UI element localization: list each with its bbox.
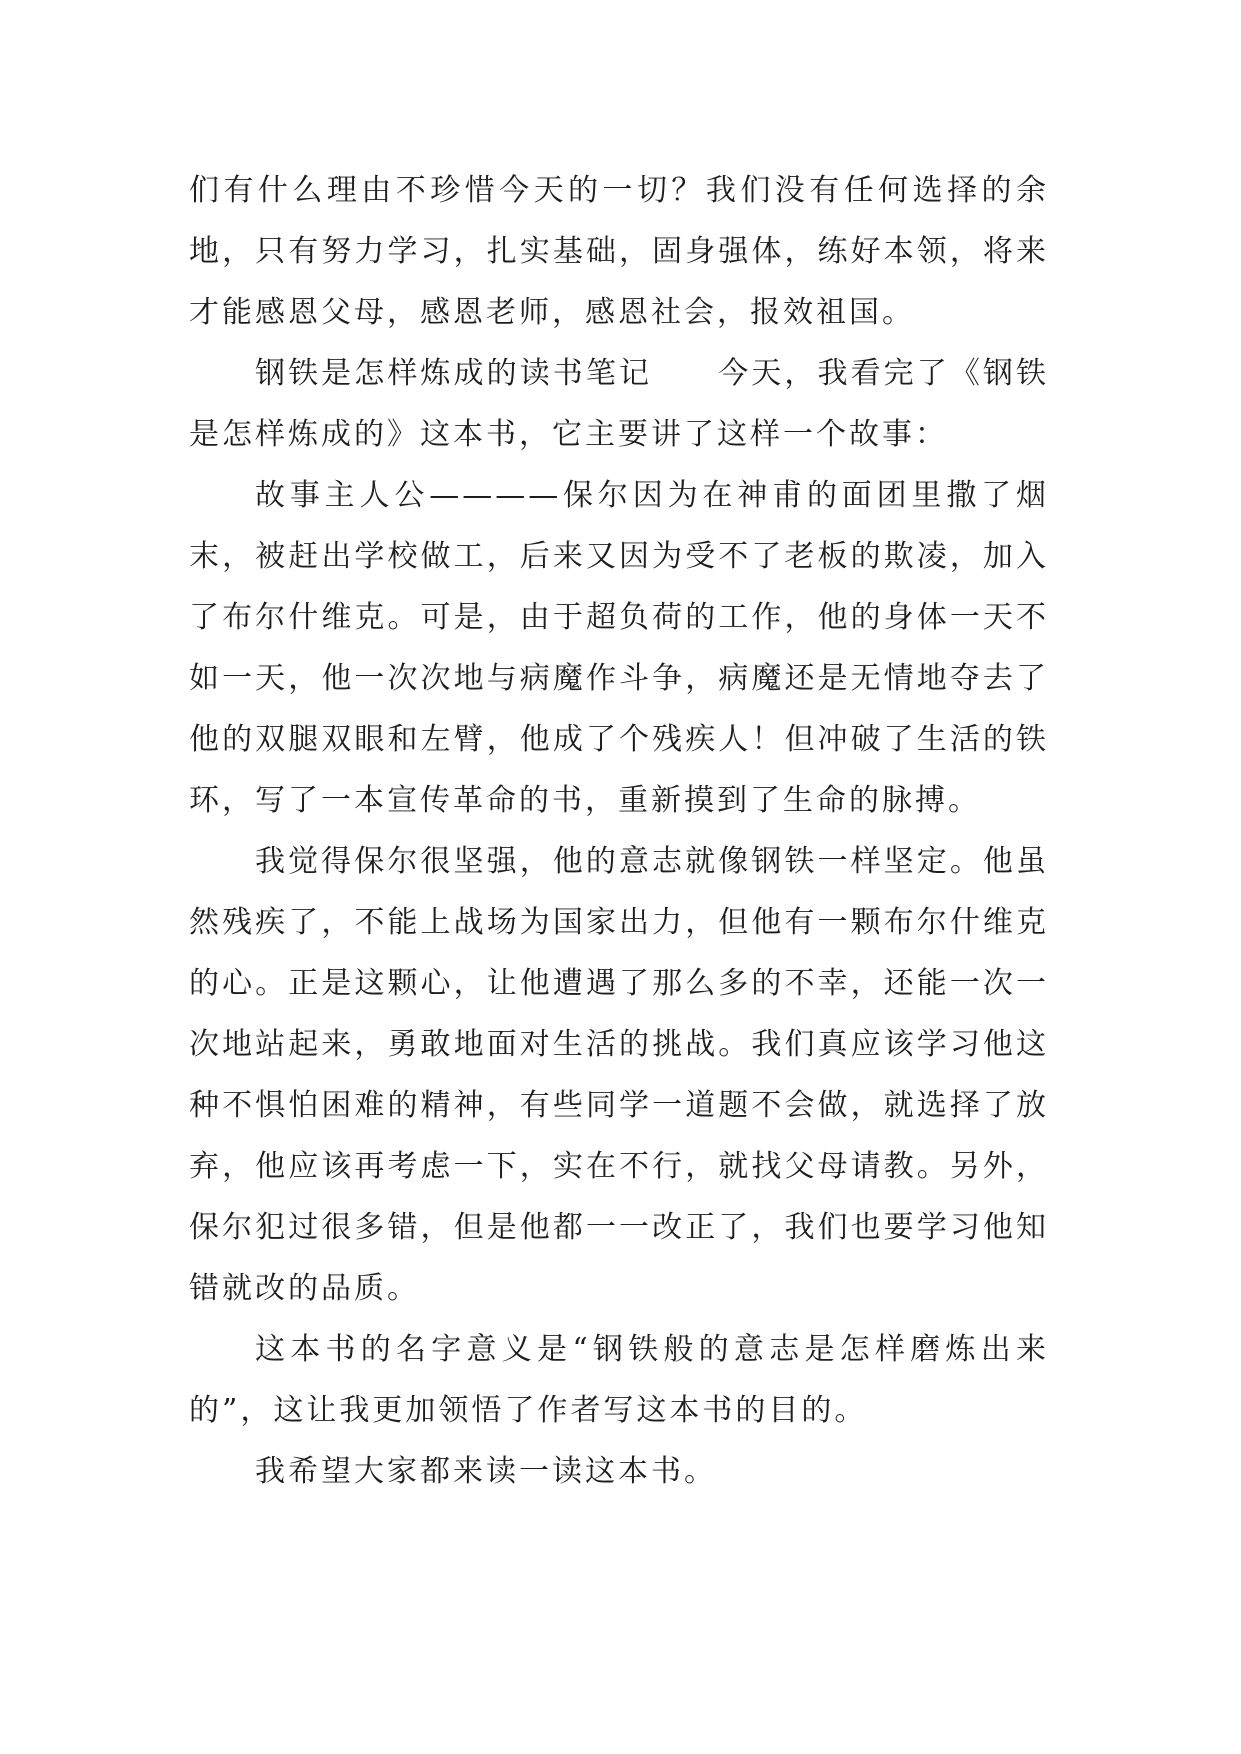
paragraph-continuation: 们有什么理由不珍惜今天的一切？我们没有任何选择的余地，只有努力学习，扎实基础，固身强体，练好本领，将来才能感恩父母，感恩老师，感恩社会，报效祖国。 [189, 173, 1049, 330]
paragraph-title-meaning: 这本书的名字意义是“钢铁般的意志是怎样磨炼出来的”，这让我更加领悟了作者写这本书的目的。 [189, 1332, 1049, 1428]
paragraph-recommendation: 我希望大家都来读一读这本书。 [255, 1454, 717, 1489]
document-body [189, 160, 1049, 1502]
paragraph-reflection: 我觉得保尔很坚强，他的意志就像钢铁一样坚定。他虽然残疾了，不能上战场为国家出力，但他有一颗布尔什维克的心。正是这颗心，让他遭遇了那么多的不幸，还能一次一次地站起来，勇敢地面对生活的挑战。我们真应该学习他这种不惧怕困难的精神，有些同学一道题不会做，就选择了放弃，他应该再考虑一下，实在不行，就找父母请教。另外，保尔犯过很多错，但是他都一一改正了，我们也要学习他知错就改的品质。 [189, 844, 1049, 1306]
paragraph-story-summary: 故事主人公————保尔因为在神甫的面团里撒了烟末，被赶出学校做工，后来又因为受不了老板的欺凌，加入了布尔什维克。可是，由于超负荷的工作，他的身体一天不如一天，他一次次地与病魔作斗争，病魔还是无情地夺去了他的双腿双眼和左臂，他成了个残疾人！但冲破了生活的铁环，写了一本宣传革命的书，重新摸到了生命的脉搏。 [189, 478, 1049, 818]
paragraph-book-intro: 钢铁是怎样炼成的读书笔记 今天，我看完了《钢铁是怎样炼成的》这本书，它主要讲了这样一个故事： [189, 356, 1049, 452]
